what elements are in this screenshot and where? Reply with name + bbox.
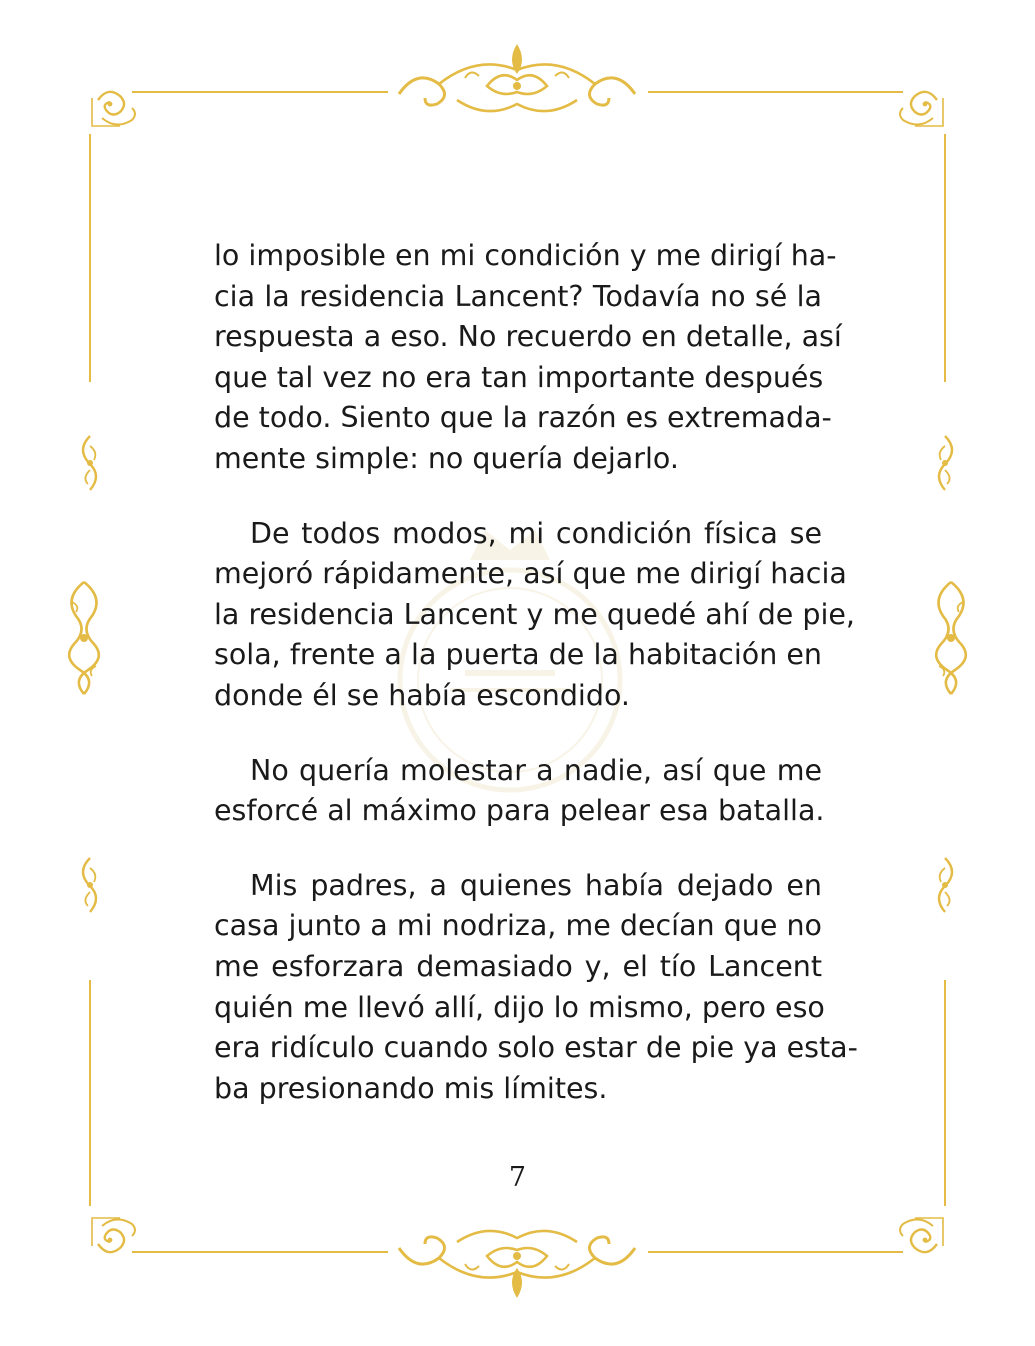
text-line: No quería molestar a nadie, así que me bbox=[250, 753, 822, 787]
text-line: respuesta a eso. No recuerdo en detalle, así bbox=[214, 320, 842, 354]
text-line: esforcé al máximo para pelear esa batalla. bbox=[214, 794, 825, 828]
text-line: me esforzara demasiado y, el tío Lancent bbox=[214, 949, 822, 983]
text-line: sola, frente a la puerta de la habitación en bbox=[214, 638, 822, 672]
text-line: lo imposible en mi condición y me dirigí ha- bbox=[214, 239, 837, 272]
text-line: quién me llevó allí, dijo lo mismo, pero eso bbox=[214, 990, 825, 1024]
text-line: De todos modos, mi condición física se bbox=[250, 516, 822, 550]
text-line: era ridículo cuando solo estar de pie ya esta- bbox=[214, 1031, 858, 1065]
text-line: casa junto a mi nodriza, me decían que no bbox=[214, 909, 822, 943]
text-line: la residencia Lancent y me quedé ahí de pie, bbox=[214, 597, 855, 631]
text-line: de todo. Siento que la razón es extremada- bbox=[214, 401, 832, 435]
body-text bbox=[214, 236, 858, 1143]
page-number: 7 bbox=[508, 1162, 527, 1193]
text-line: mente simple: no quería dejarlo. bbox=[214, 441, 679, 475]
paragraph-3 bbox=[214, 751, 825, 832]
text-line: Mis padres, a quienes había dejado en bbox=[250, 868, 822, 902]
text-line: cia la residencia Lancent? Todavía no sé la bbox=[214, 279, 822, 313]
paragraph-2 bbox=[214, 514, 855, 717]
paragraph-1 bbox=[214, 236, 842, 480]
text-line: ba presionando mis límites. bbox=[214, 1071, 608, 1105]
text-line: donde él se había escondido. bbox=[214, 678, 630, 712]
text-line: que tal vez no era tan importante después bbox=[214, 360, 824, 394]
paragraph-4 bbox=[214, 866, 858, 1110]
text-line: mejoró rápidamente, así que me dirigí hacia bbox=[214, 557, 847, 591]
